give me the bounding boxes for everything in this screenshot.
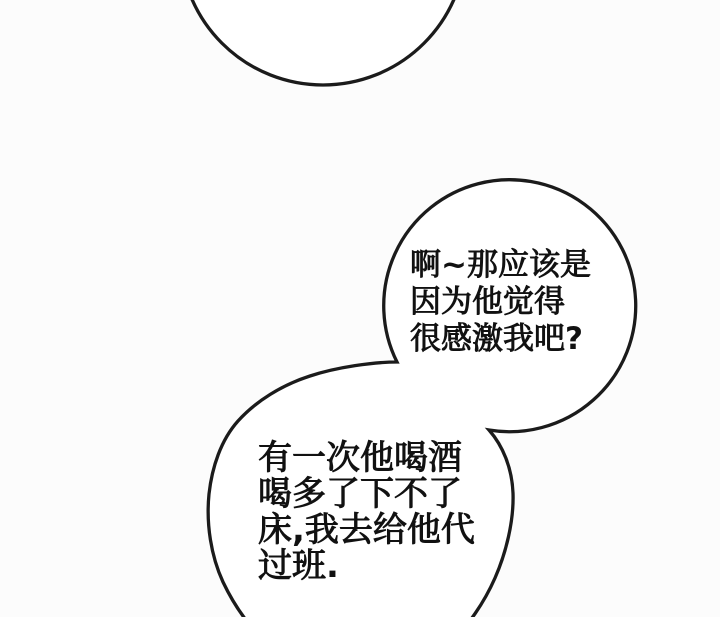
bubble-text-line: 有一次他喝酒 [258,438,462,478]
bubble-text-line: 很感激我吧? [410,321,583,357]
bubble-text-line: 因为他觉得 [410,284,565,320]
bottom-bubble-text [258,440,475,584]
middle-bubble-text [410,247,591,358]
bubble-text-line: 喝多了下不了 [258,474,462,514]
bubble-text-line: 啊~那应该是 [410,247,591,283]
bubble-text-line: 过班. [258,546,339,586]
bubble-text-line: 床,我去给他代 [258,510,475,550]
speech-bubble-top-partial [180,0,466,85]
